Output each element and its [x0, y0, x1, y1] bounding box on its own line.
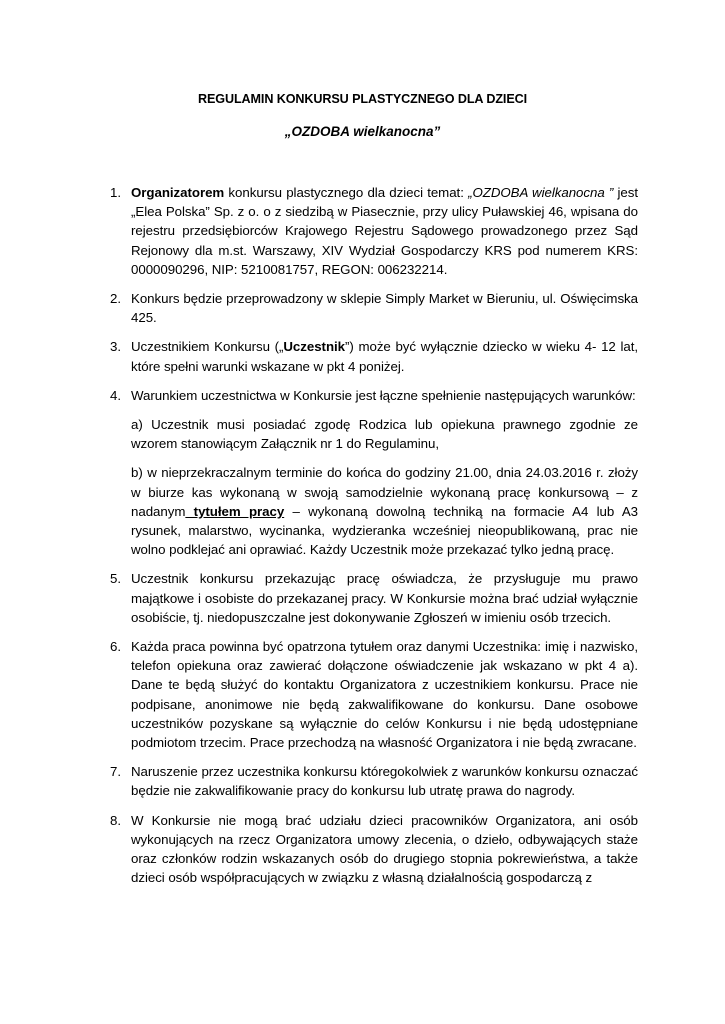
- rule-text: Warunkiem uczestnictwa w Konkursie jest łączne spełnienie następujących warunków:: [131, 387, 636, 403]
- rule-7: [0, 762, 638, 800]
- rule-text-part: – wykonaną dowolną techniką na formacie A4 lub A3 rysunek, malarstwo, wycinanka, wydzieranka wcześniej nieopublikowaną, prac nie wolno podklejać ani oprawiać. Każdy Uczestnik może przekazać tylko jedną pracę.: [131, 503, 638, 558]
- rule-number: 7.: [110, 764, 121, 780]
- rule-text-part: b) w nieprzekraczalnym terminie do końca do godziny 21.00, dnia 24.03.2016 r. złoży w biurze kas wykonaną w swoją samodzielnie wykonaną pracę konkursową – z nadanym: [131, 465, 638, 519]
- rule-italic-topic: „OZDOBA wielkanocna ”: [468, 185, 614, 200]
- rule-number: 1.: [110, 185, 121, 200]
- rule-subpoint-b: [131, 463, 638, 559]
- rule-number: 8.: [110, 812, 121, 828]
- rule-text: W Konkursie nie mogą brać udziału dzieci pracowników Organizatora, ani osób wykonujących na rzecz Organizatora umowy zlecenia, o dzieło, odbywających staże oraz członków rodzin wskazanych osób do drugiego stopnia pokrewieństwa, a także dzieci osób współpracujących w związku z własną działalnością gospodarczą z: [131, 812, 638, 886]
- rule-1: [0, 183, 638, 279]
- rule-3: [0, 337, 638, 375]
- rule-number: 3.: [110, 339, 121, 355]
- rule-text: [131, 337, 638, 375]
- rule-bold-lead: Organizatorem: [131, 185, 225, 200]
- document-subtitle: „OZDOBA wielkanocna”: [284, 124, 441, 139]
- rule-number: 2.: [110, 291, 121, 307]
- rule-text: Naruszenie przez uczestnika konkursu któregokolwiek z warunków konkursu oznaczać będzie nie zakwalifikowanie pracy do konkursu lub utratę prawa do nagrody.: [131, 764, 638, 799]
- rule-number: 6.: [110, 639, 121, 655]
- rule-number: 4.: [110, 387, 121, 403]
- rules-list: [0, 183, 725, 898]
- rule-subpoint-a: a) Uczestnik musi posiadać zgodę Rodzica lub opiekuna prawnego zgodnie ze wzorem stanowiącym Załącznik nr 1 do Regulaminu,: [131, 417, 638, 452]
- rule-2: [0, 289, 638, 327]
- rule-bold-term: Uczestnik: [283, 339, 346, 355]
- rule-text-part: Uczestnikiem Konkursu („: [131, 339, 284, 355]
- rule-text: [131, 183, 638, 279]
- rule-4: [0, 386, 638, 560]
- rule-text: Uczestnik konkursu przekazując pracę oświadcza, że przysługuje mu prawo majątkowe i osobiste do przekazanej pracy. W Konkursie można brać udział wyłącznie osobiście, tj. niedopuszczalne jest dokonywanie Zgłoszeń w imieniu osób trzecich.: [131, 571, 638, 625]
- rule-8: [0, 811, 638, 888]
- document-title: REGULAMIN KONKURSU PLASTYCZNEGO DLA DZIECI: [197, 92, 528, 106]
- rule-6: [0, 637, 638, 752]
- rule-text: Każda praca powinna być opatrzona tytułem oraz danymi Uczestnika: imię i nazwisko, telefon opiekuna oraz zawierać dołączone oświadczenie jak wskazano w pkt 4 a). Dane te będą służyć do kontaktu Organizatora z uczestnikiem konkursu. Prace nie podpisane, anonimowe nie będą zakwalifikowane do konkursu. Dane osobowe uczestników pozyskane są wyłącznie do celów Konkursu i nie będą udostępniane podmiotom trzecim. Prace przechodzą na własność Organizatora i nie będą zwracane.: [131, 639, 638, 751]
- rule-number: 5.: [110, 571, 121, 587]
- rule-5: [0, 569, 638, 627]
- rule-text: Konkurs będzie przeprowadzony w sklepie Simply Market w Bieruniu, ul. Oświęcimska 425.: [131, 291, 638, 326]
- rule-text-part: ”) może być wyłącznie dziecko w wieku 4- 12 lat, które spełni warunki wskazane w pkt 4 poniżej.: [131, 339, 638, 374]
- rule-text-part: konkursu plastycznego dla dzieci temat:: [224, 185, 469, 200]
- rule-bold-underlined-term: tytułem pracy: [185, 503, 285, 519]
- rule-text-part: jest „Elea Polska” Sp. z o. o z siedzibą w Piasecznie, przy ulicy Puławskiej 46, wpisana do rejestru przedsiębiorców Krajowego Rejestru Sądowego prowadzonego przez Sąd Rejonowy dla m.st. Warszawy, XIV Wydział Gospodarczy KRS pod numerem KRS: 0000090296, NIP: 5210081757, REGON: 006232214.: [131, 185, 639, 277]
